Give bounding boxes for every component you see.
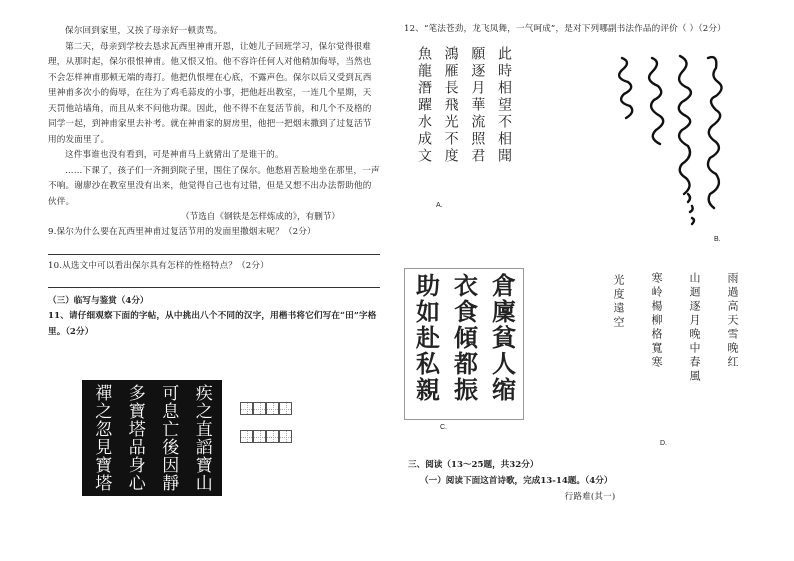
- work-c-label: C.: [440, 424, 447, 431]
- calligraphy-work-d: [610, 272, 740, 442]
- work-d-column-3: 寒岭楊柳格寬寒: [650, 272, 663, 370]
- left-column: [48, 0, 380, 561]
- tianzige-cell[interactable]: [253, 430, 266, 443]
- source-note: （节选自《钢铁是怎样炼成的》，有删节）: [181, 212, 340, 222]
- tianzige-cell[interactable]: [266, 430, 279, 443]
- answer-line-10[interactable]: [48, 276, 380, 288]
- right-column: [404, 0, 776, 561]
- tianzige-cell[interactable]: [266, 402, 279, 415]
- work-c-column-3: 助如赴私親: [411, 273, 441, 403]
- section-reading-heading: 三、阅读（13～25题，共32分）: [408, 460, 539, 470]
- work-d-column-2: 山迴逐月晚中春風: [688, 272, 701, 384]
- tianzige-cell[interactable]: [279, 430, 292, 443]
- section-3-heading: （三）临写与鉴赏（4分）: [48, 296, 149, 306]
- work-d-column-1: 雨過高天雪晚红: [726, 272, 739, 370]
- calligraphy-rubbing: [82, 380, 222, 496]
- calligraphy-work-b: [588, 44, 732, 244]
- paragraph-4: ……下课了，孩子们一齐拥到院子里，围住了保尔。他愁眉苦脸地坐在那里，一声不响。谢廖沙在教室里没有出来，他觉得自己也有过错，但是又想不出办法帮助他的伙伴。: [48, 165, 380, 207]
- work-c-column-2: 衣食傾都振: [449, 273, 479, 403]
- question-10: 10.从选文中可以看出保尔具有怎样的性格特点？（2分）: [48, 260, 269, 271]
- tianzige-cell[interactable]: [253, 402, 266, 415]
- tianzige-grid-row-2[interactable]: [240, 428, 292, 447]
- calligraphy-work-c: [404, 268, 524, 420]
- work-a-column-1: 此時相望不相聞: [495, 46, 512, 165]
- rubbing-column-4: 禪之忽見寶塔: [91, 384, 112, 492]
- subsection-1-heading: （一）阅读下面这首诗歌，完成13-14题。（4分）: [420, 476, 613, 486]
- work-a-column-2: 願逐月華流照君: [469, 46, 486, 165]
- work-c-column-1: 倉廩貧人缩: [487, 273, 517, 403]
- paragraph-3: 这件事谁也没有看到，可是神甫马上就猜出了是谁干的。: [65, 150, 284, 160]
- work-a-column-4: 魚龍潛躍水成文: [416, 46, 432, 165]
- question-11: 11、请仔细观察下面的字帖，从中挑出八个不同的汉字，用楷书将它们写在“田”字格里。（2分）: [48, 311, 377, 337]
- tianzige-cell[interactable]: [279, 402, 292, 415]
- paragraph-1: 保尔回到家里，又挨了母亲好一顿责骂。: [65, 26, 223, 36]
- rubbing-column-1: 疾之直謟寶山: [191, 384, 212, 492]
- rubbing-column-3: 多寶塔品身心: [124, 384, 145, 492]
- work-a-label: A.: [436, 202, 443, 209]
- tianzige-cell[interactable]: [240, 402, 253, 415]
- tianzige-grid-row-1[interactable]: [240, 400, 292, 419]
- poem-title: 行路难(其一): [564, 492, 616, 502]
- work-d-column-4: 光度遠空: [612, 274, 625, 330]
- question-9: 9.保尔为什么要在瓦西里神甫过复活节用的发面里撒烟末呢？（2分）: [48, 227, 316, 237]
- paragraph-2: 第二天，母亲到学校去恳求瓦西里神甫开恩，让她儿子回班学习，保尔觉得很难理，从那时起，保尔很恨神甫。他又恨又怕。他不容许任何人对他稍加侮辱，当然也不会怎样神甫那顿无端的毒打。他把仇恨埋在心底，不露声色。保尔以后又受到瓦西里神甫多次小的侮辱，在往为了鸡毛蒜皮的小事，把他赶出教室，一连几个星期，天天罚他站墙角，而且从来不问他功课。因此，他不得不在复活节前，和几个不及格的同学一起，到神甫家里去补考。就在神甫家的厨房里，他把一把烟末撒到了过复活节用的发面里了。: [48, 41, 372, 145]
- work-d-label: D.: [660, 440, 667, 447]
- rubbing-column-2: 可息亡後因靜: [158, 384, 179, 492]
- question-12: 12、“笔法苍劲，龙飞凤舞，一气呵成”，是对下列哪副书法作品的评价（ ）（2分）: [404, 24, 726, 34]
- work-b-label: B.: [714, 236, 721, 243]
- work-a-column-3: 鴻雁長飛光不度: [442, 46, 459, 165]
- calligraphy-work-a: [414, 46, 514, 196]
- tianzige-cell[interactable]: [240, 430, 253, 443]
- answer-line-9[interactable]: [48, 243, 380, 255]
- cursive-strokes-icon: [588, 44, 732, 244]
